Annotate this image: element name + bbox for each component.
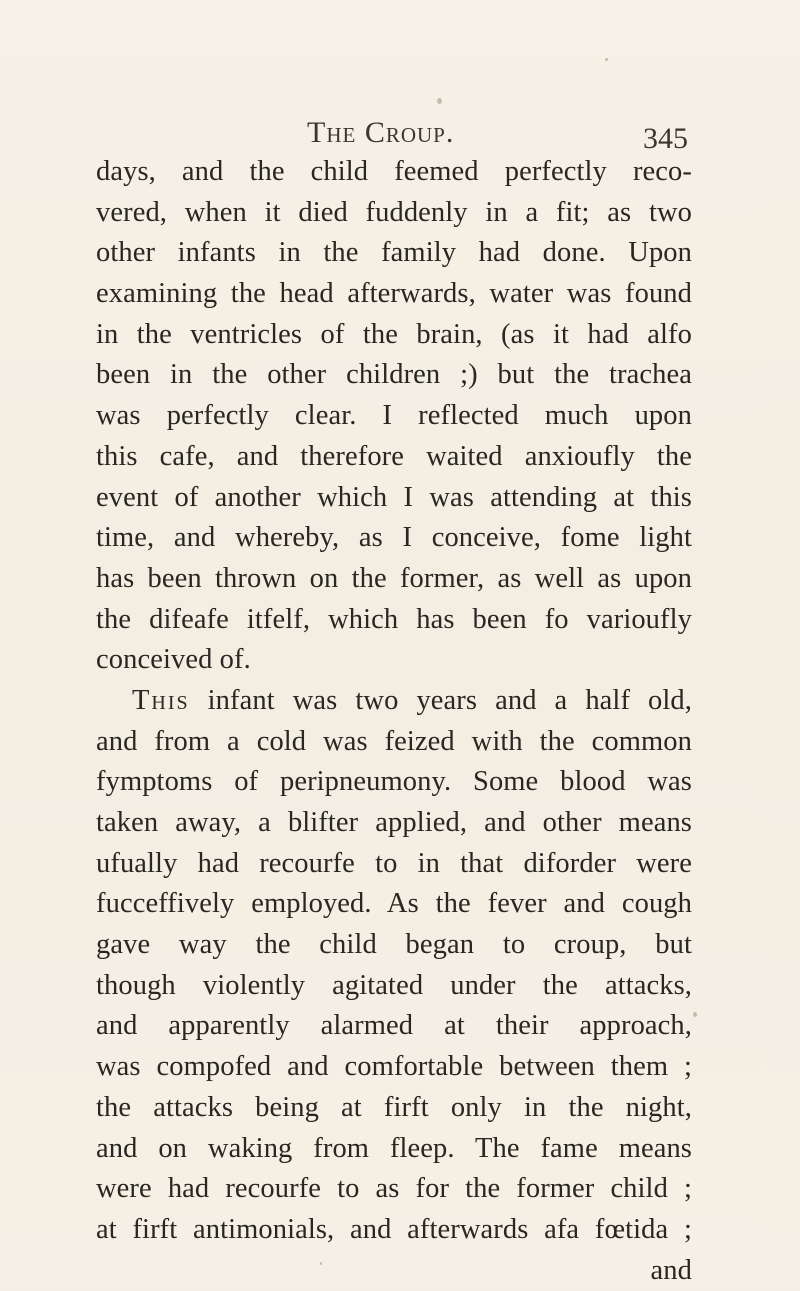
text-line-rest: infant was two years and a half old, (207, 684, 692, 716)
chapter-title: The Croup. (307, 116, 455, 149)
text-line: vered, when it died fuddenly in a fit; as two (96, 196, 692, 228)
paragraph-lead-word: This (132, 684, 190, 716)
paper-speck (605, 58, 608, 61)
text-line: time, and whereby, as I conceive, fome light (96, 522, 692, 554)
text-line: and from a cold was feized with the common (96, 725, 692, 757)
text-line: has been thrown on the former, as well as upon (96, 562, 692, 594)
text-line: taken away, a blifter applied, and other means (96, 807, 692, 838)
body-text (96, 152, 692, 1291)
paper-speck (693, 1012, 697, 1017)
text-line: the difeafe itfelf, which has been fo varioufly (96, 603, 692, 635)
text-line: though violently agitated under the attacks, (96, 969, 692, 1001)
text-line: were had recourfe to as for the former child ; (96, 1173, 692, 1205)
text-line: at firft antimonials, and afterwards afa fœtida ; (96, 1213, 692, 1245)
text-line: the attacks being at firft only in the night, (96, 1091, 692, 1123)
text-line: gave way the child began to croup, but (96, 929, 692, 961)
paragraph-first-line (96, 681, 692, 722)
text-line: fucceffively employed. As the fever and cough (96, 888, 692, 920)
text-line: event of another which I was attending at this (96, 481, 692, 513)
text-line: was compofed and comfortable between them ; (96, 1051, 692, 1083)
paper-speck (320, 1262, 322, 1265)
text-line: examining the head afterwards, water was found (96, 278, 692, 310)
text-line: and on waking from fleep. The fame means (96, 1132, 692, 1164)
text-line: and apparently alarmed at their approach, (96, 1010, 692, 1042)
text-line: days, and the child feemed perfectly reco- (96, 156, 692, 187)
running-head (0, 116, 800, 156)
text-line: been in the other children ;) but the trachea (96, 359, 692, 391)
text-line: this cafe, and therefore waited anxioufly the (96, 440, 692, 472)
text-line: other infants in the family had done. Upon (96, 237, 692, 269)
text-line: ufually had recourfe to in that diforder were (96, 847, 692, 879)
text-line: in the ventricles of the brain, (as it had alfo (96, 318, 692, 350)
paper-speck (437, 98, 442, 104)
catchword: and (650, 1254, 692, 1286)
text-line: conceived of. (96, 644, 251, 676)
text-line: was perfectly clear. I reflected much upon (96, 400, 692, 432)
text-line: fymptoms of peripneumony. Some blood was (96, 766, 692, 798)
page-number: 345 (643, 122, 688, 155)
